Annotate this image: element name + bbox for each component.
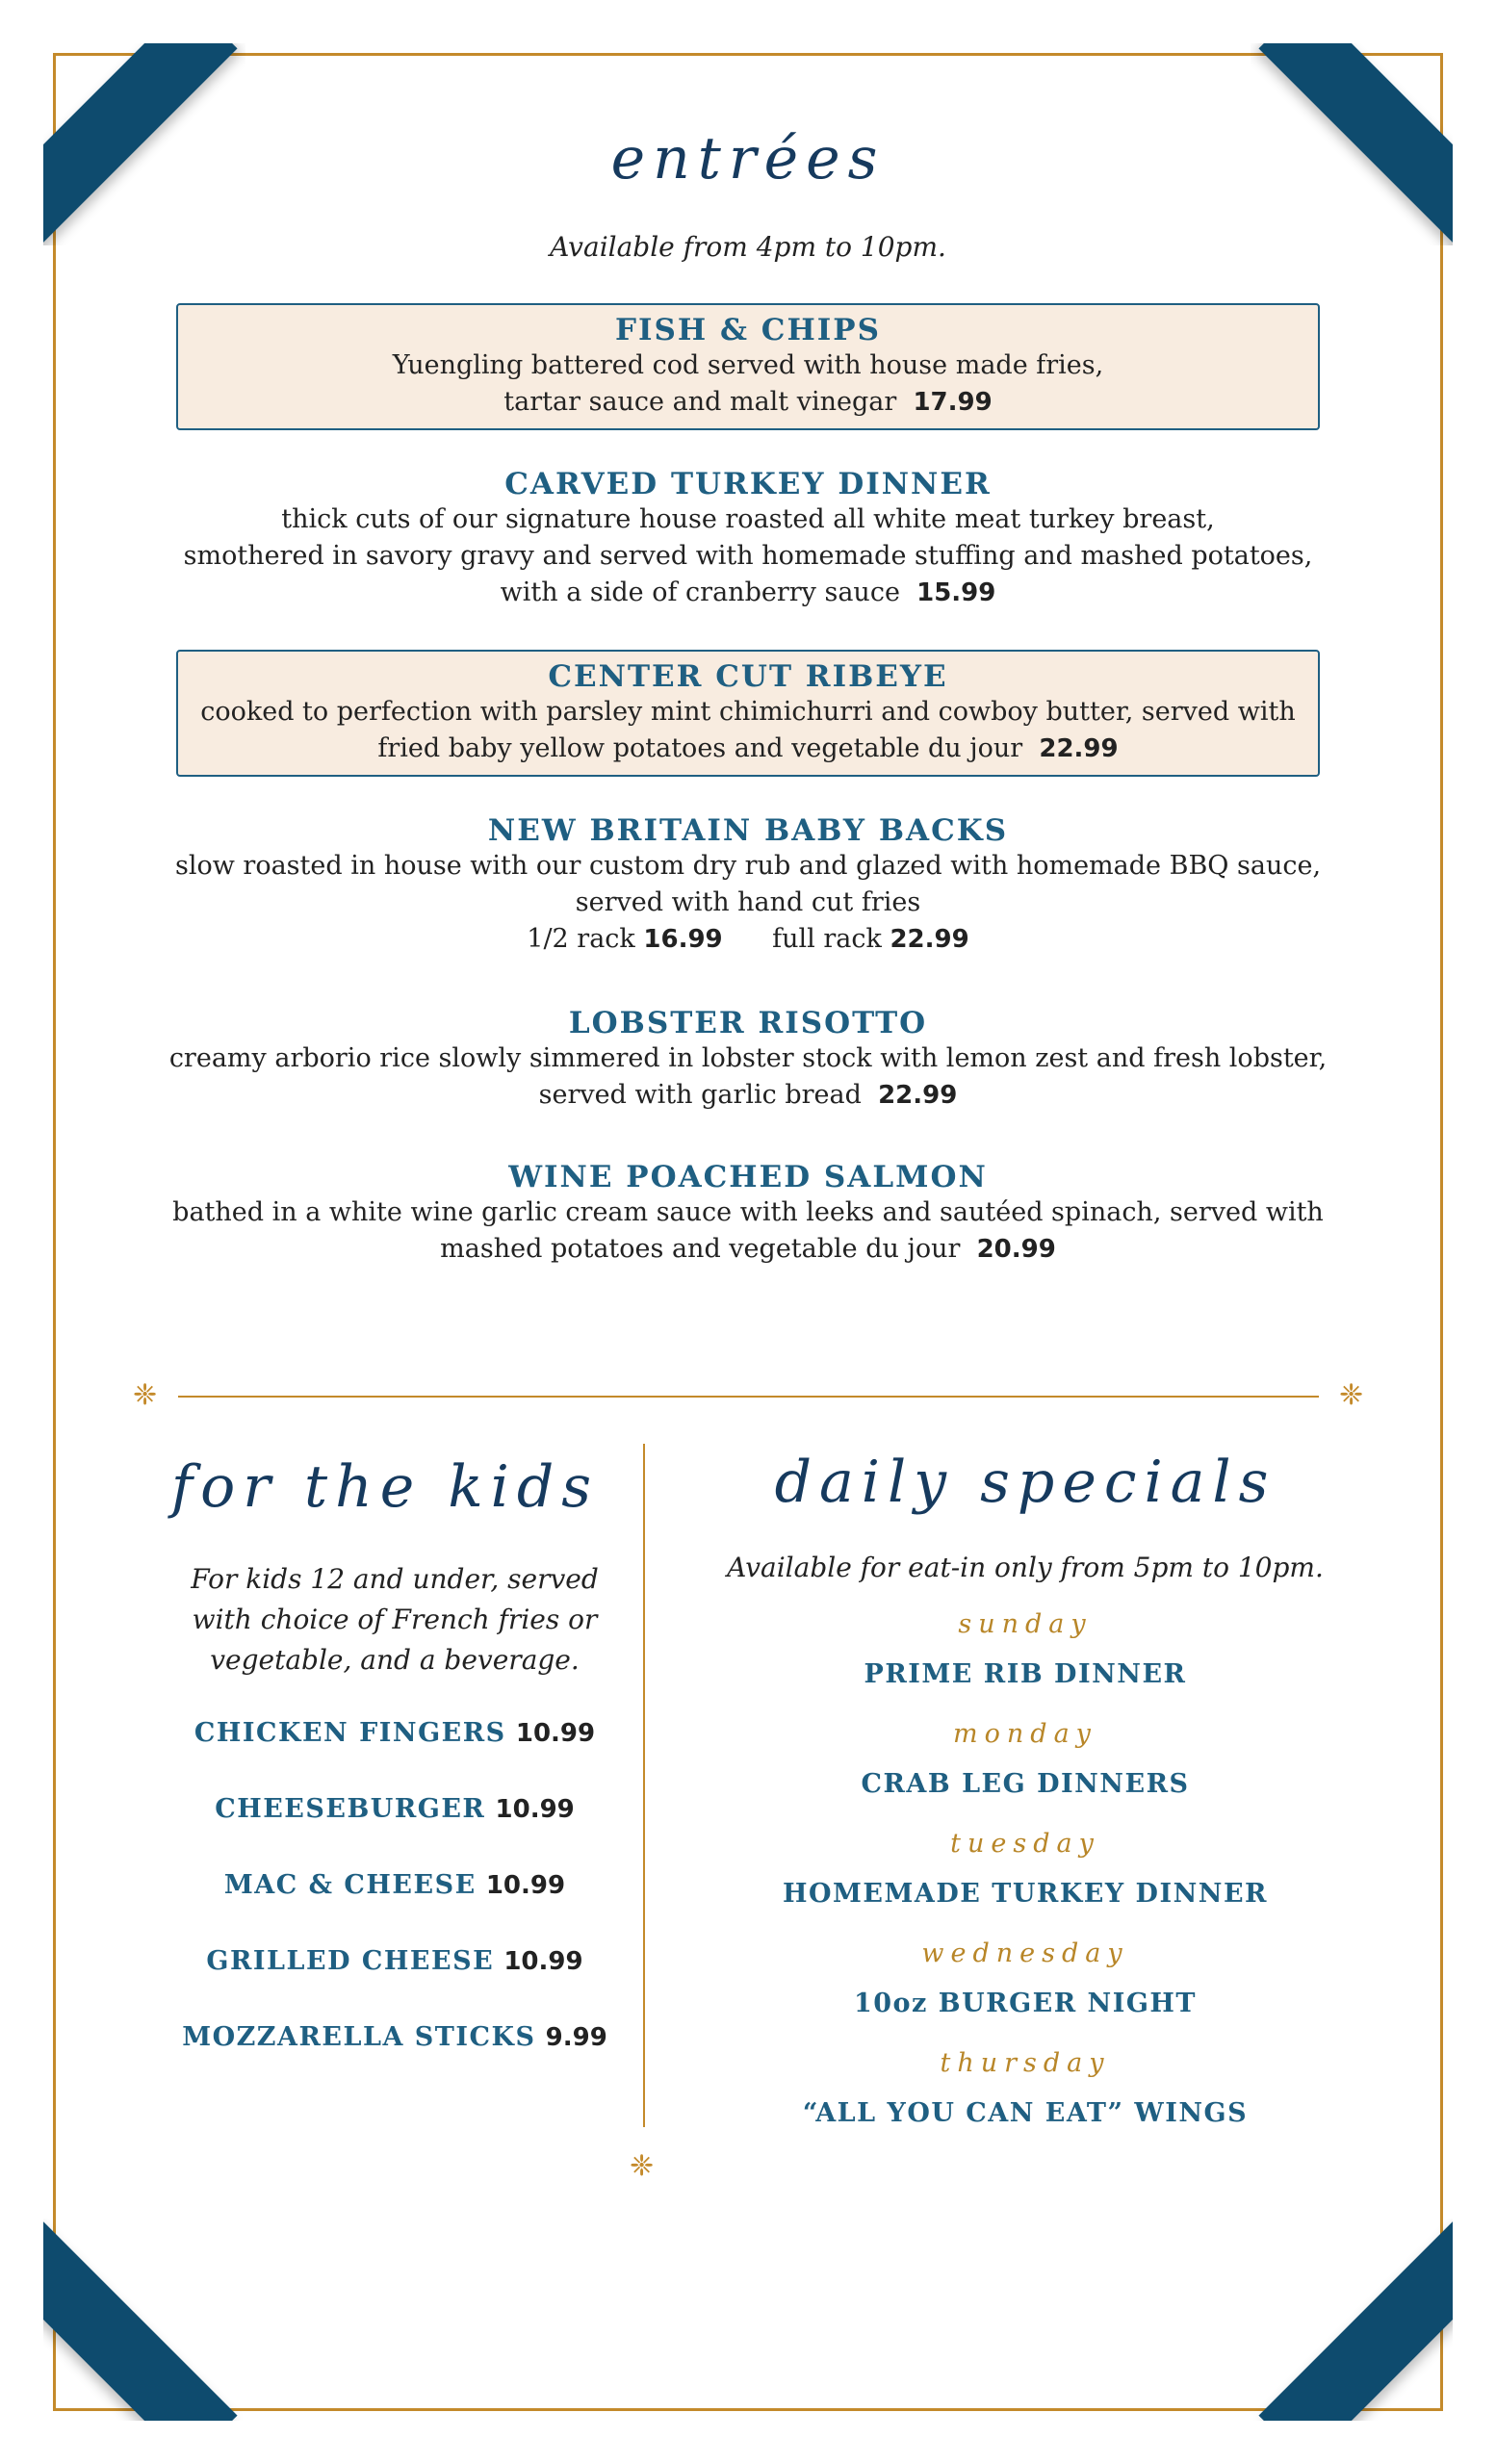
entree-desc-line: served with hand cut fries — [575, 887, 921, 917]
entree-desc-line: served with garlic bread — [538, 1080, 862, 1110]
entree-salmon — [0, 1160, 1496, 1268]
entree-desc-line: Yuengling battered cod served with house made fries, — [392, 350, 1104, 380]
kids-item-price: 10.99 — [485, 1871, 566, 1900]
entree-name: CENTER CUT RIBEYE — [548, 659, 948, 694]
entree-price: 20.99 — [976, 1235, 1056, 1264]
full-rack-price: 22.99 — [890, 925, 969, 954]
kids-subtitle-line: For kids 12 and under, served — [191, 1563, 599, 1595]
special-name: CRAB LEG DINNERS — [861, 1769, 1190, 1799]
entree-price: 15.99 — [916, 578, 996, 607]
entree-desc-line: slow roasted in house with our custom dry rub and glazed with homemade BBQ sauce, — [174, 851, 1322, 881]
kids-subtitle-line: with choice of French fries or — [192, 1604, 598, 1635]
kids-item — [135, 1870, 655, 1900]
entree-desc-line: creamy arborio rice slowly simmered in lobster stock with lemon zest and fresh lobster, — [168, 1043, 1328, 1073]
corner-ribbon-bottom-right — [1251, 2219, 1453, 2421]
special-name: PRIME RIB DINNER — [864, 1659, 1187, 1689]
entree-fish-chips — [0, 313, 1496, 421]
kids-item — [135, 1946, 655, 1976]
entrees-title: entrées — [610, 125, 886, 192]
entree-price: 22.99 — [1039, 734, 1119, 763]
special-day: tuesday — [950, 1829, 1100, 1859]
kids-item-name: MAC & CHEESE — [223, 1870, 477, 1900]
special-name: 10oz BURGER NIGHT — [853, 1989, 1198, 2018]
special-name: HOMEMADE TURKEY DINNER — [783, 1879, 1268, 1909]
special-day: wednesday — [921, 1938, 1129, 1968]
entree-name: NEW BRITAIN BABY BACKS — [487, 813, 1009, 848]
entree-name: CARVED TURKEY DINNER — [504, 467, 992, 501]
entree-desc-line: mashed potatoes and vegetable du jour — [440, 1234, 961, 1264]
full-rack-label: full rack — [772, 924, 882, 954]
special-day: sunday — [958, 1609, 1093, 1639]
entree-name: LOBSTER RISOTTO — [568, 1006, 928, 1040]
entree-desc-line: fried baby yellow potatoes and vegetable du jour — [377, 733, 1023, 763]
entree-lobster-risotto — [0, 1006, 1496, 1114]
kids-title: for the kids — [170, 1453, 600, 1521]
entree-desc-line: cooked to perfection with parsley mint chimichurri and cowboy butter, served with — [200, 697, 1296, 727]
special-day: thursday — [940, 2048, 1111, 2078]
kids-item-price: 10.99 — [495, 1795, 575, 1824]
entree-desc-line: thick cuts of our signature house roasted all white meat turkey breast, — [281, 504, 1215, 534]
ornament-icon: ❈ — [1339, 1378, 1364, 1412]
kids-item — [135, 1718, 655, 1748]
kids-item-name: CHICKEN FINGERS — [193, 1718, 506, 1748]
special-day: monday — [953, 1719, 1097, 1749]
specials-subtitle: Available for eat-in only from 5pm to 10pm. — [727, 1552, 1324, 1583]
entree-desc-line: smothered in savory gravy and served with homemade stuffing and mashed potatoes, — [183, 541, 1313, 571]
kids-item-price: 10.99 — [503, 1947, 583, 1976]
kids-item-price: 9.99 — [545, 2023, 607, 2052]
kids-item — [135, 1794, 655, 1824]
entree-desc-line: with a side of cranberry sauce — [500, 578, 900, 607]
specials-title: daily specials — [774, 1449, 1277, 1516]
special-name: “ALL YOU CAN EAT” WINGS — [802, 2098, 1249, 2128]
entree-name: FISH & CHIPS — [615, 313, 881, 347]
entree-turkey-dinner — [0, 467, 1496, 611]
kids-item-name: MOZZARELLA STICKS — [182, 2022, 536, 2052]
kids-subtitle — [135, 1559, 655, 1681]
kids-item-price: 10.99 — [515, 1719, 596, 1748]
entrees-subtitle: Available from 4pm to 10pm. — [550, 231, 946, 263]
ornament-icon: ❈ — [133, 1378, 158, 1412]
entree-desc-line: bathed in a white wine garlic cream sauce with leeks and sautéed spinach, served with — [172, 1197, 1324, 1227]
kids-subtitle-line: vegetable, and a beverage. — [210, 1644, 580, 1676]
entree-desc-line: tartar sauce and malt vinegar — [503, 387, 897, 417]
entree-name: WINE POACHED SALMON — [508, 1160, 988, 1194]
entree-price: 17.99 — [913, 388, 993, 417]
corner-ribbon-bottom-left — [43, 2219, 245, 2421]
entree-price: 22.99 — [878, 1081, 958, 1110]
half-rack-label: 1/2 rack — [527, 924, 635, 954]
kids-item — [135, 2022, 655, 2052]
kids-item-name: CHEESEBURGER — [215, 1794, 486, 1824]
half-rack-price: 16.99 — [643, 925, 723, 954]
ornament-icon: ❈ — [630, 2149, 655, 2183]
entree-ribeye — [0, 659, 1496, 767]
entree-baby-backs — [0, 813, 1496, 958]
section-divider — [178, 1396, 1319, 1398]
kids-item-name: GRILLED CHEESE — [206, 1946, 495, 1976]
